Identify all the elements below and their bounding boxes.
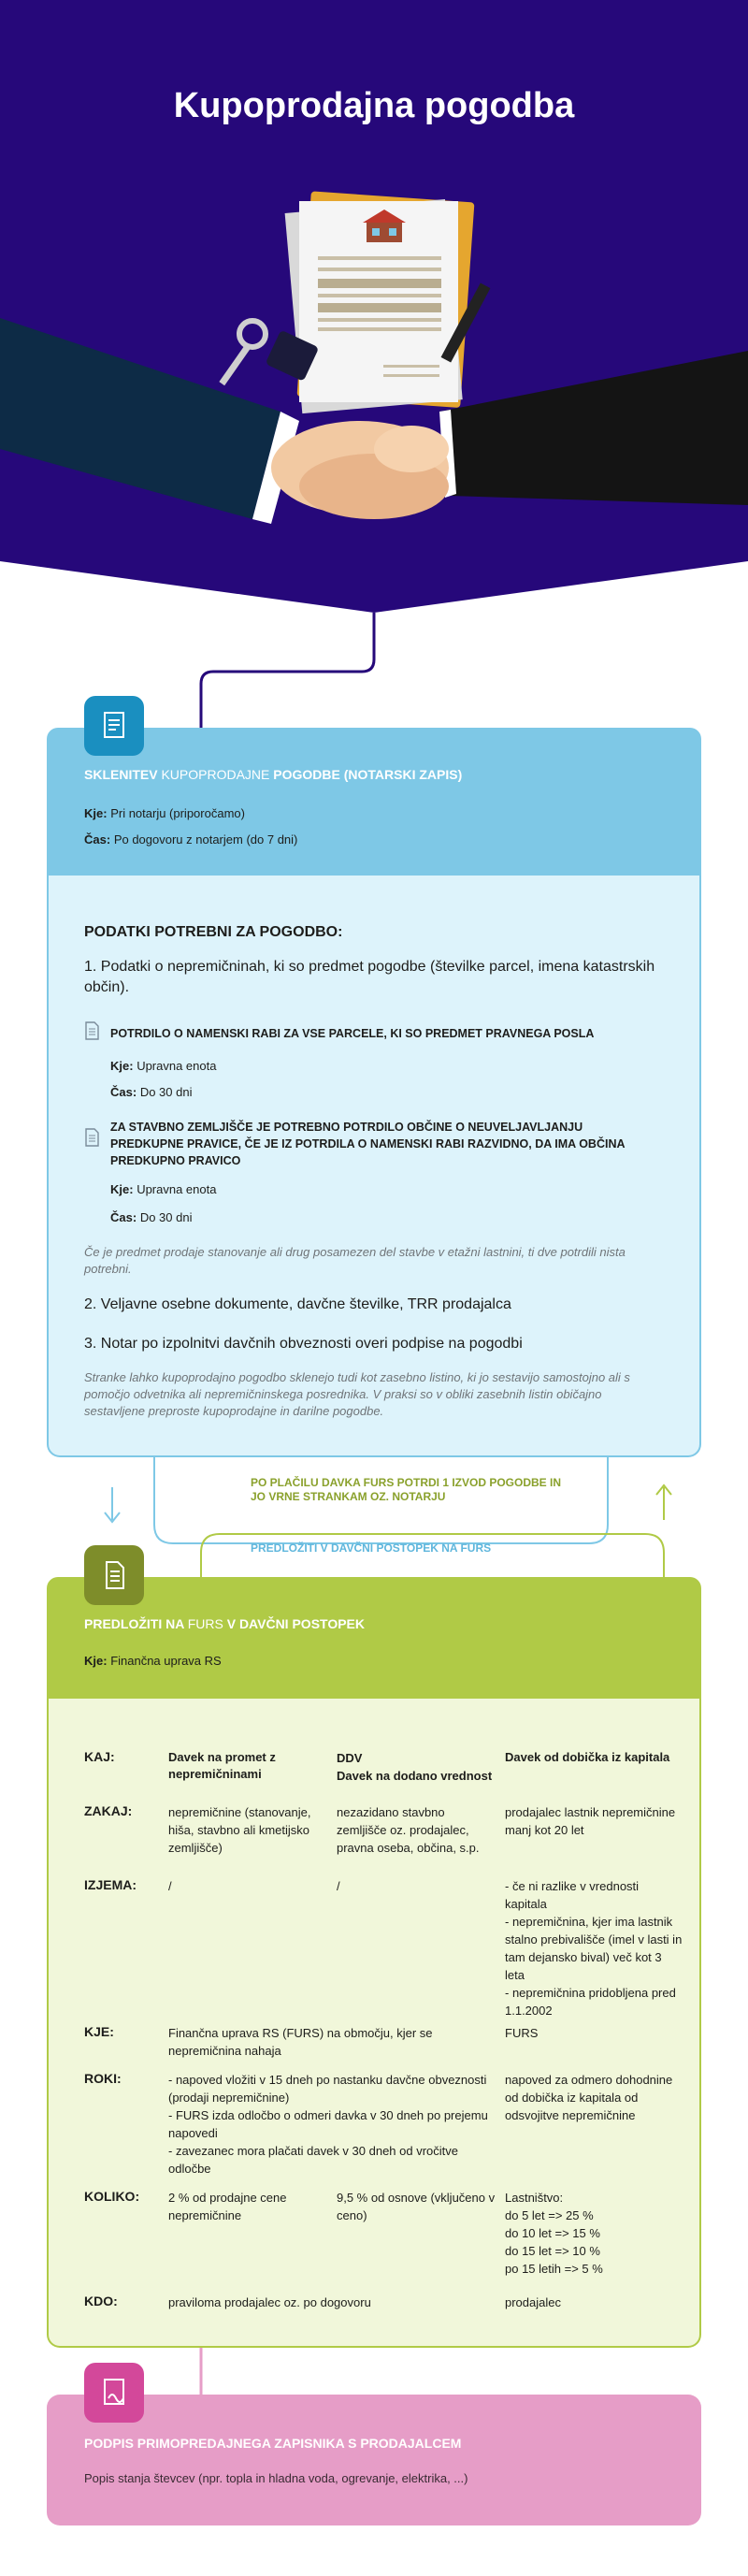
- document-icon: [84, 1021, 99, 1040]
- doc1-title: POTRDILO O NAMENSKI RABI ZA VSE PARCELE, KI SO PREDMET PRAVNEGA POSLA: [110, 1027, 595, 1040]
- note-exception: Če je predmet prodaje stanovanje ali drug posamezen del stavbe v etažni lastnini, ti dve potrdili nista potrebni.: [84, 1245, 626, 1276]
- contract-icon: [84, 696, 144, 756]
- note-private-contract: Stranke lahko kupoprodajno pogodbo sklenejo tudi kot zasebno listino, ki jo sestavijo samostojno ali s pomočjo odvetnika ali nepremičninskega posrednika. V praksi so v obliki zasebnih listin običajno sestavljene preproste kupoprodajne in darilne pogodbe.: [84, 1370, 630, 1418]
- cell-izjema-3: - če ni razlike v vrednosti kapitala - nepremičnina, kjer ima lastnik stalno prebivališče (imel v lasti in tam dejansko bival) več kot 3 leta - nepremičnina pridobljena pred 1.1.2002: [505, 1879, 683, 2018]
- cell-kje-12: Finančna uprava RS (FURS) na območju, kjer se nepremičnina nahaja: [168, 2026, 433, 2058]
- cell-koliko-1: 2 % od prodajne cene nepremičnine: [168, 2191, 287, 2222]
- row-label-roki: ROKI:: [84, 2071, 122, 2086]
- document-icon: [84, 1128, 99, 1147]
- signature-icon: [84, 2363, 144, 2423]
- doc1-where: Kje: Upravna enota: [110, 1059, 217, 1073]
- furs-return-label: PO PLAČILU DAVKA FURS POTRDI 1 IZVOD POGODBE IN JO VRNE STRANKAM OZ. NOTARJU: [251, 1476, 562, 1503]
- cell-koliko-3: Lastništvo: do 5 let => 25 % do 10 let => 15 % do 15 let => 10 % po 15 letih => 5 %: [505, 2191, 603, 2276]
- step1-where: Kje: Pri notarju (priporočamo): [84, 806, 245, 820]
- cell-kdo-3: prodajalec: [505, 2295, 561, 2309]
- cell-kdo-12: praviloma prodajalec oz. po dogovoru: [168, 2295, 371, 2309]
- row-label-izjema: IZJEMA:: [84, 1877, 137, 1892]
- step3-title: PODPIS PRIMOPREDAJNEGA ZAPISNIKA S PRODAJALCEM: [84, 2436, 462, 2451]
- required-data-heading: PODATKI POTREBNI ZA POGODBO:: [84, 924, 343, 940]
- cell-zakaj-2: nezazidano stavbno zemljišče oz. prodajalec, pravna oseba, občina, s.p.: [337, 1805, 480, 1855]
- cell-roki-12: - napoved vložiti v 15 dneh po nastanku davčne obveznosti (prodaji nepremičnine) - FURS izda odločbo o odmeri davka v 30 dneh po prejemu napovedi - zavezanec mora plačati davek v 30 dneh od vročitve odločbe: [168, 2073, 488, 2176]
- document-icon: [84, 1545, 144, 1605]
- requirement-item-1: 1. Podatki o nepremičninah, ki so predmet pogodbe (številke parcel, imena katastrskih občin).: [84, 959, 655, 995]
- cell-zakaj-1: nepremičnine (stanovanje, hiša, stavbno ali kmetijsko zemljišče): [168, 1805, 311, 1855]
- cell-zakaj-3: prodajalec lastnik nepremičnine manj kot 20 let: [505, 1805, 676, 1837]
- step3-panel: [47, 2395, 701, 2525]
- row-label-koliko: KOLIKO:: [84, 2189, 140, 2204]
- doc1-time: Čas: Do 30 dni: [110, 1085, 193, 1099]
- step1-time: Čas: Po dogovoru z notarjem (do 7 dni): [84, 832, 298, 847]
- step3-text: Popis stanja števcev (npr. topla in hladna voda, ogrevanje, elektrika, ...): [84, 2471, 468, 2485]
- documents-illustration: [285, 191, 475, 413]
- cell-izjema-2: /: [337, 1879, 340, 1893]
- requirement-item-2: 2. Veljavne osebne dokumente, davčne številke, TRR prodajalca: [84, 1296, 511, 1312]
- cell-roki-3: napoved za odmero dohodnine od dobička iz kapitala od odsvojitve nepremičnine: [505, 2073, 673, 2122]
- doc2-title: ZA STAVBNO ZEMLJIŠČE JE POTREBNO POTRDILO OBČINE O NEUVELJAVLJANJU PREDKUPNE PRAVICE, ČE JE IZ POTRDILA O NAMENSKI RABI RAZVIDNO, DA IMA OBČINA PREDKUPNO PRAVICO: [110, 1121, 626, 1167]
- row-label-kaj: KAJ:: [84, 1749, 115, 1764]
- cell-izjema-1: /: [168, 1879, 172, 1893]
- step2-where: Kje: Finančna uprava RS: [84, 1654, 222, 1668]
- row-label-kje: KJE:: [84, 2024, 114, 2039]
- page-title: Kupoprodajna pogodba: [173, 86, 575, 125]
- doc2-where: Kje: Upravna enota: [110, 1182, 217, 1196]
- doc2-time: Čas: Do 30 dni: [110, 1210, 193, 1224]
- step1-header-panel: [47, 728, 701, 876]
- requirement-item-3: 3. Notar po izpolnitvi davčnih obveznosti overi podpise na pogodbi: [84, 1336, 523, 1352]
- step1-title: SKLENITEV KUPOPRODAJNE POGODBE (NOTARSKI ZAPIS): [84, 767, 463, 782]
- hero-banner: [0, 0, 748, 617]
- col-head-promet: Davek na promet z nepremičninami: [168, 1750, 276, 1781]
- col-head-dobicek: Davek od dobička iz kapitala: [505, 1750, 670, 1764]
- step2-header-panel: [47, 1577, 701, 1699]
- submit-furs-label: PREDLOŽITI V DAVČNI POSTOPEK NA FURS: [251, 1541, 492, 1555]
- cell-koliko-2: 9,5 % od osnove (vključeno v ceno): [337, 2191, 496, 2222]
- cell-kje-3: FURS: [505, 2026, 539, 2040]
- col-head-ddv: DDV Davek na dodano vrednost: [337, 1751, 493, 1783]
- step2-title: PREDLOŽITI NA FURS V DAVČNI POSTOPEK: [84, 1616, 366, 1631]
- row-label-kdo: KDO:: [84, 2294, 118, 2308]
- row-label-zakaj: ZAKAJ:: [84, 1803, 133, 1818]
